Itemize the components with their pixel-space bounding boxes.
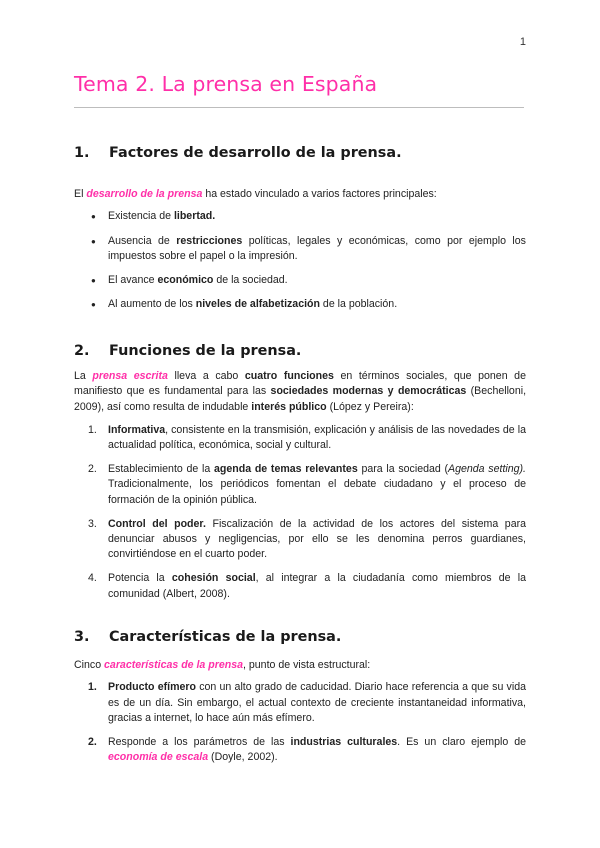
section-number: 1.: [74, 145, 90, 161]
list-item: 2. Establecimiento de la agenda de temas relevantes para la sociedad (Agenda setting). Tradicionalmente, los periódicos fomentan el debate ciudadano y el proceso de formación de la opinión pública.: [74, 462, 526, 508]
characteristics-list: [74, 680, 526, 765]
list-item: ● El avance económico de la sociedad.: [74, 273, 526, 288]
section-1-heading: [74, 146, 526, 161]
page-number: 1: [519, 36, 526, 48]
list-item: 2. Responde a los parámetros de las industrias culturales. Es un claro ejemplo de economía de escala (Doyle, 2002).: [74, 735, 526, 765]
bullet-icon: ●: [91, 276, 96, 286]
item-number: 4.: [88, 572, 97, 585]
section-title: Factores de desarrollo de la prensa.: [109, 145, 402, 161]
bullet-icon: ●: [91, 300, 96, 310]
list-item: 1. Informativa, consistente en la transmisión, explicación y análisis de las novedades de la actualidad política, económica, social y cultural.: [74, 423, 526, 453]
section-1-intro: El desarrollo de la prensa ha estado vinculado a varios factores principales:: [74, 188, 437, 201]
section-title: Funciones de la prensa.: [109, 343, 302, 359]
highlight-term: prensa escrita: [92, 370, 168, 383]
list-item: 4. Potencia la cohesión social, al integrar a la ciudadanía como miembros de la comunidad (Albert, 2008).: [74, 571, 526, 601]
bullet-icon: ●: [91, 236, 96, 246]
title-divider: [74, 107, 524, 108]
item-number: 1.: [88, 681, 97, 694]
list-item: ● Ausencia de restricciones políticas, legales y económicas, como por ejemplo los impuestos sobre el papel o la impresión.: [74, 234, 526, 264]
highlight-term: economía de escala: [108, 751, 209, 764]
list-item: 3. Control del poder. Fiscalización de la actividad de los actores del sistema para denunciar abusos y negligencias, por ello se les denomina perros guardianes, convirtiéndose en el cuarto poder.: [74, 517, 526, 563]
list-item: 1. Producto efímero con un alto grado de caducidad. Diario hace referencia a que su vida es de un día. Sin embargo, el actual contexto de creciente instantaneidad informativa, gracias a internet, lo hace aún más efímero.: [74, 680, 526, 726]
section-number: 3.: [74, 629, 90, 645]
factors-list: [74, 209, 526, 312]
item-number: 2.: [88, 736, 97, 749]
section-3-heading: [74, 630, 526, 645]
section-2: [74, 344, 526, 602]
functions-list: [74, 423, 526, 602]
highlight-term: desarrollo de la prensa: [86, 188, 203, 201]
section-2-heading: [74, 344, 526, 359]
section-2-intro: La prensa escrita lleva a cabo cuatro funciones en términos sociales, que ponen de manifiesto que es fundamental para las sociedades modernas y democráticas (Bechelloni, 2009), así como resulta de indudable interés público (López y Pereira):: [74, 370, 527, 413]
item-number: 3.: [88, 517, 97, 530]
highlight-term: características de la prensa: [104, 659, 244, 672]
list-item: ● Existencia de libertad.: [74, 209, 526, 224]
section-3-intro: Cinco características de la prensa, punto de vista estructural:: [74, 659, 371, 672]
page-title: Tema 2. La prensa en España: [74, 72, 378, 96]
item-number: 2.: [88, 463, 97, 476]
section-3: [74, 630, 526, 765]
bullet-icon: ●: [91, 212, 96, 222]
section-title: Características de la prensa.: [109, 629, 342, 645]
item-number: 1.: [88, 423, 97, 436]
list-item: ● Al aumento de los niveles de alfabetización de la población.: [74, 297, 526, 312]
section-number: 2.: [74, 343, 90, 359]
section-1: [74, 146, 526, 312]
